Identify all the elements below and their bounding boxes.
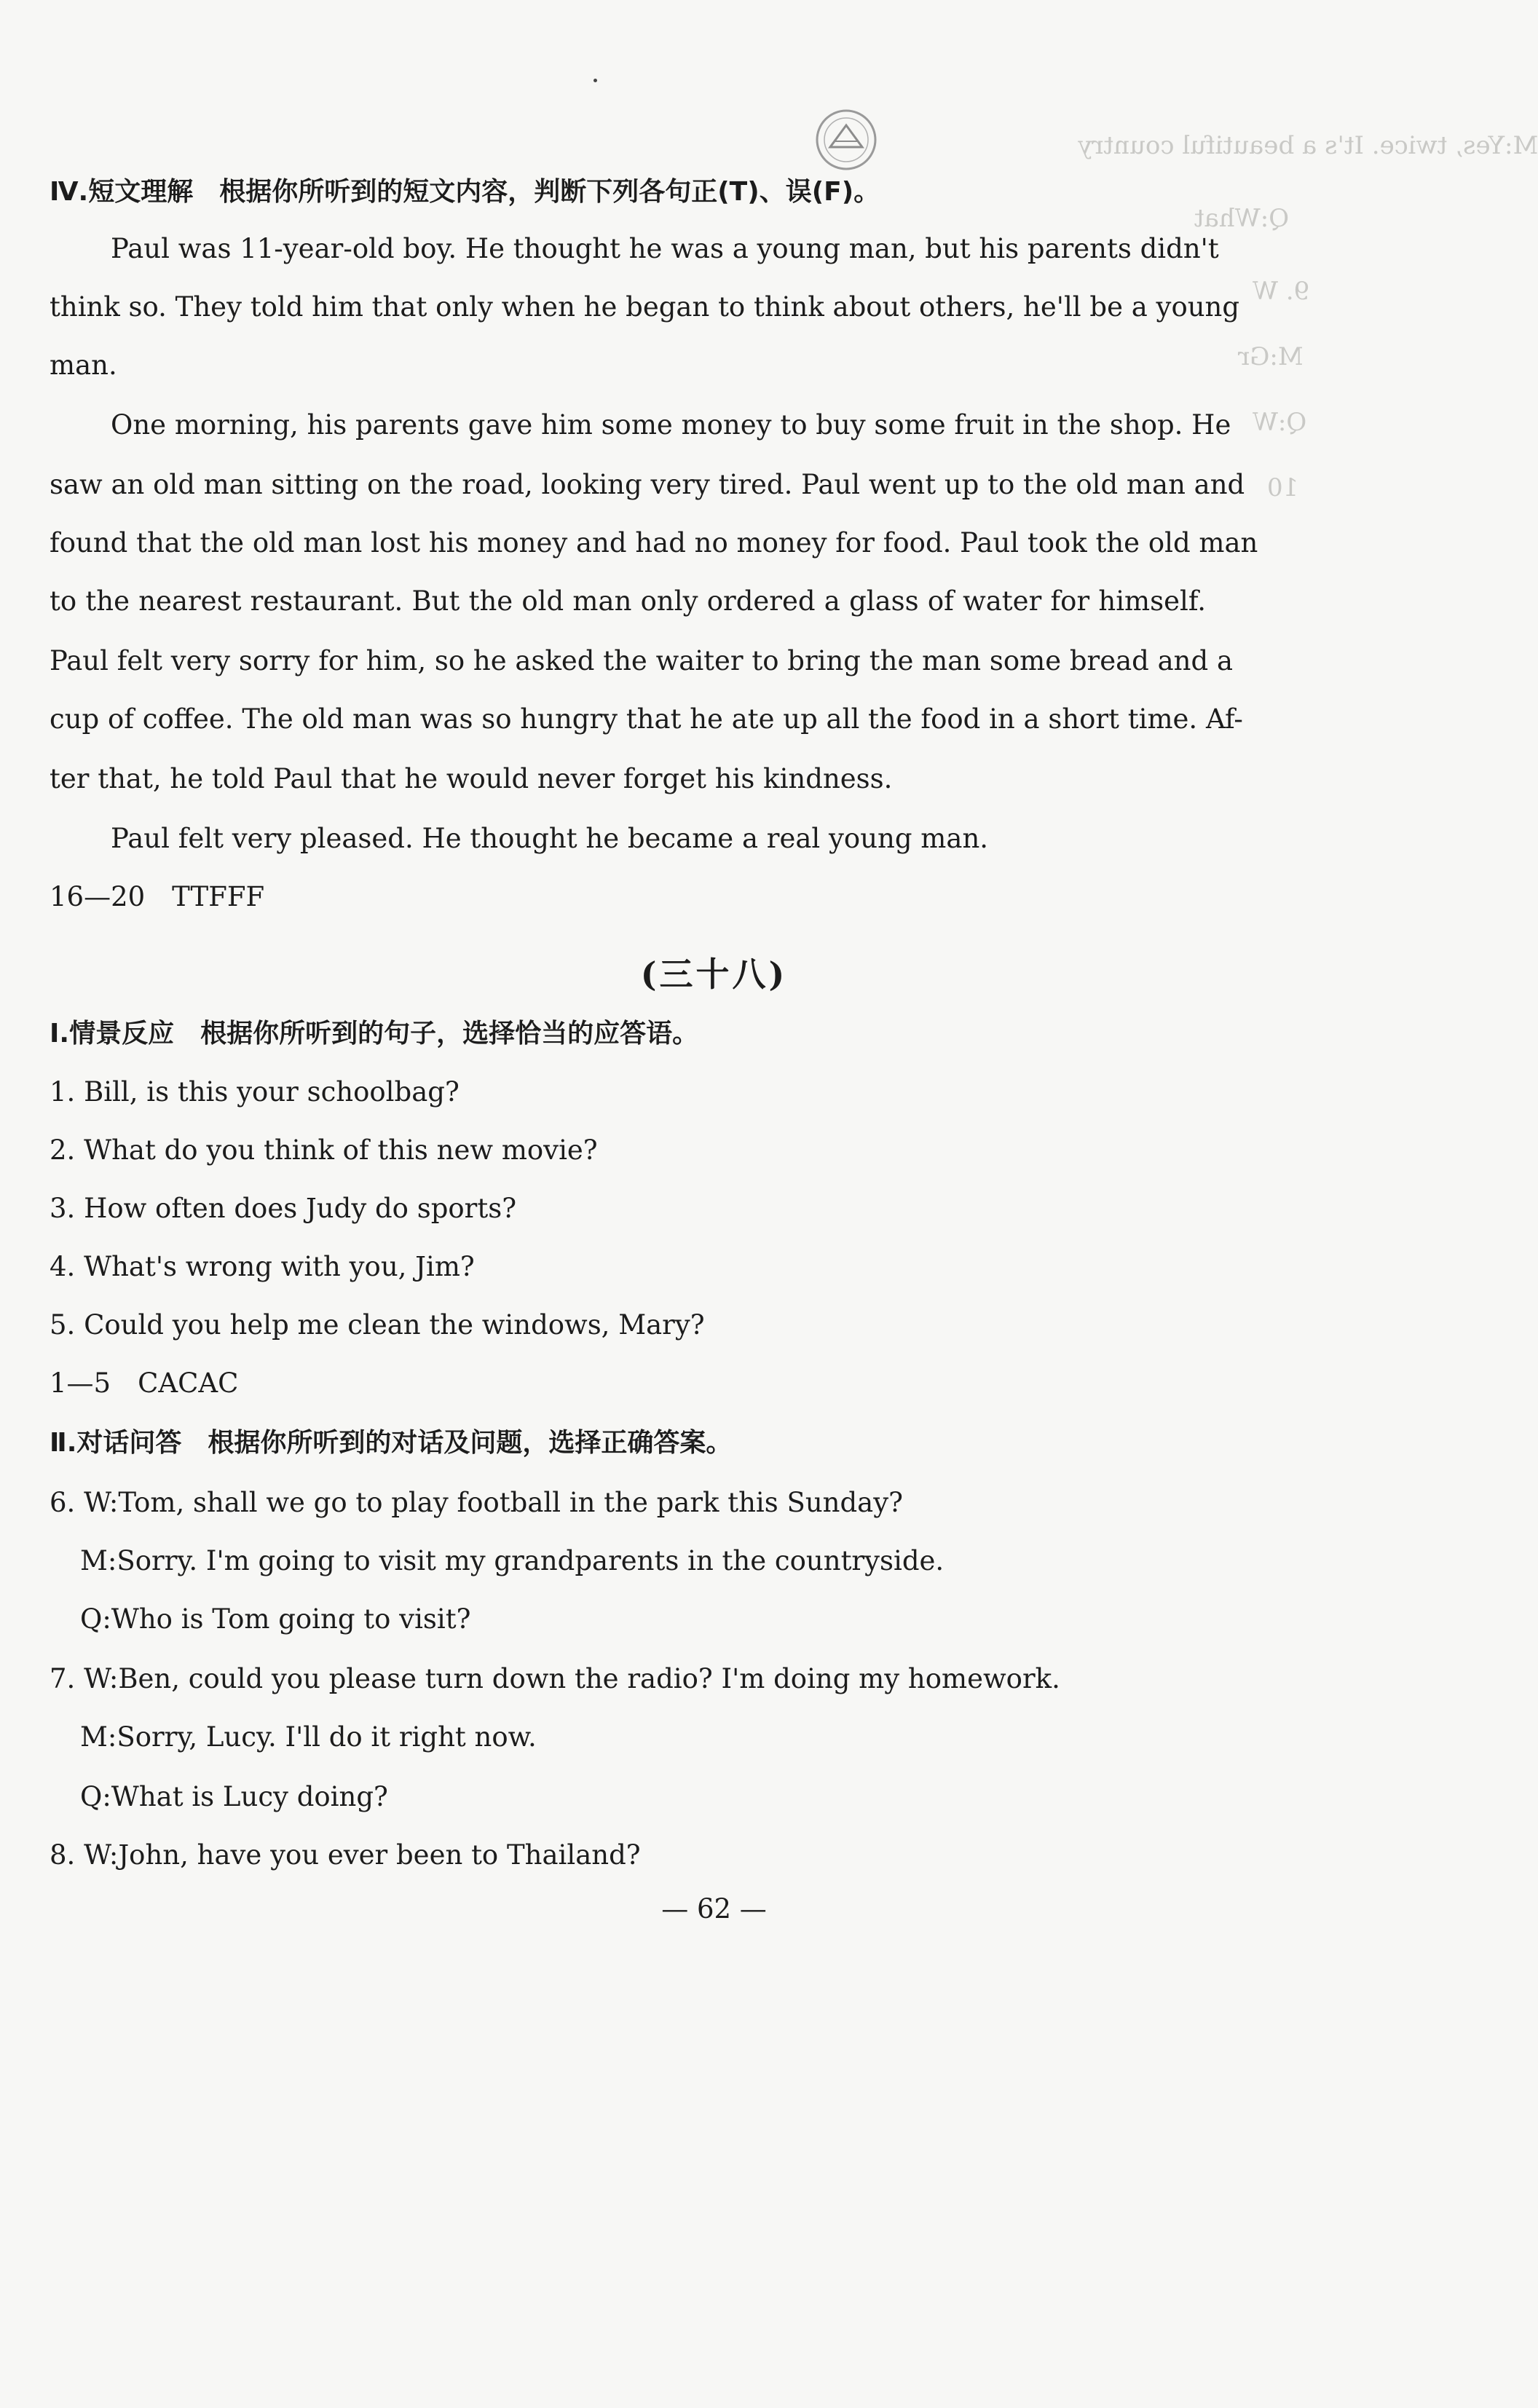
question-item: 4. What's wrong with you, Jim? bbox=[50, 1251, 475, 1282]
dialogue-line: 8. W:John, have you ever been to Thailand? bbox=[50, 1839, 641, 1871]
passage-line: cup of coffee. The old man was so hungry that he ate up all the food in a short time. Af- bbox=[50, 703, 1243, 735]
passage-line: Paul was 11-year-old boy. He thought he was a young man, but his parents didn't bbox=[111, 233, 1219, 264]
bleed-through-decoration: M:Yes, twice. It's a beautiful country bbox=[1078, 131, 1538, 160]
bleed-through-decoration: Q:W bbox=[1253, 408, 1307, 437]
part1-heading: Ⅰ.情景反应 根据你所听到的句子，选择恰当的应答语。 bbox=[50, 1019, 699, 1049]
passage-line: ter that, he told Paul that he would never forget his kindness. bbox=[50, 763, 893, 794]
passage-line: think so. They told him that only when he began to think about others, he'll be a young bbox=[50, 291, 1240, 323]
speck bbox=[593, 79, 597, 82]
dialogue-line: M:Sorry. I'm going to visit my grandparents in the countryside. bbox=[80, 1545, 945, 1576]
page-number: — 62 — bbox=[661, 1893, 767, 1925]
answer-key: 1—5 CACAC bbox=[50, 1367, 239, 1399]
section-title: (三十八) bbox=[640, 955, 788, 994]
dialogue-line: 6. W:Tom, shall we go to play football in the park this Sunday? bbox=[50, 1487, 903, 1518]
bleed-through-decoration: Q:What bbox=[1194, 204, 1290, 233]
dialogue-line: 7. W:Ben, could you please turn down the radio? I'm doing my homework. bbox=[50, 1663, 1060, 1694]
bleed-through-decoration: 10 bbox=[1267, 473, 1299, 502]
bleed-through-decoration: 9. W bbox=[1253, 277, 1310, 306]
dialogue-line: M:Sorry, Lucy. I'll do it right now. bbox=[80, 1721, 537, 1753]
passage-line: man. bbox=[50, 350, 117, 381]
question-item: 3. How often does Judy do sports? bbox=[50, 1193, 517, 1224]
passage-line: Paul felt very sorry for him, so he asked the waiter to bring the man some bread and a bbox=[50, 645, 1234, 676]
question-item: 2. What do you think of this new movie? bbox=[50, 1134, 598, 1166]
answer-key: 16—20 TTFFF bbox=[50, 881, 265, 912]
passage-line: saw an old man sitting on the road, looking very tired. Paul went up to the old man and bbox=[50, 469, 1245, 500]
part4-heading: Ⅳ.短文理解 根据你所听到的短文内容，判断下列各句正(T)、误(F)。 bbox=[50, 177, 880, 207]
dialogue-line: Q:What is Lucy doing? bbox=[80, 1781, 388, 1812]
bleed-through-decoration: M:Gr bbox=[1238, 342, 1304, 371]
part2-heading: Ⅱ.对话问答 根据你所听到的对话及问题，选择正确答案。 bbox=[50, 1428, 733, 1458]
passage-line: found that the old man lost his money and had no money for food. Paul took the old man bbox=[50, 527, 1258, 558]
passage-line: to the nearest restaurant. But the old man only ordered a glass of water for himself. bbox=[50, 585, 1206, 617]
passage-line: Paul felt very pleased. He thought he became a real young man. bbox=[111, 823, 989, 854]
question-item: 1. Bill, is this your schoolbag? bbox=[50, 1076, 460, 1108]
question-item: 5. Could you help me clean the windows, Mary? bbox=[50, 1309, 705, 1341]
passage-line: One morning, his parents gave him some money to buy some fruit in the shop. He bbox=[111, 409, 1231, 441]
dialogue-line: Q:Who is Tom going to visit? bbox=[80, 1603, 471, 1635]
stamp-icon bbox=[802, 103, 890, 176]
